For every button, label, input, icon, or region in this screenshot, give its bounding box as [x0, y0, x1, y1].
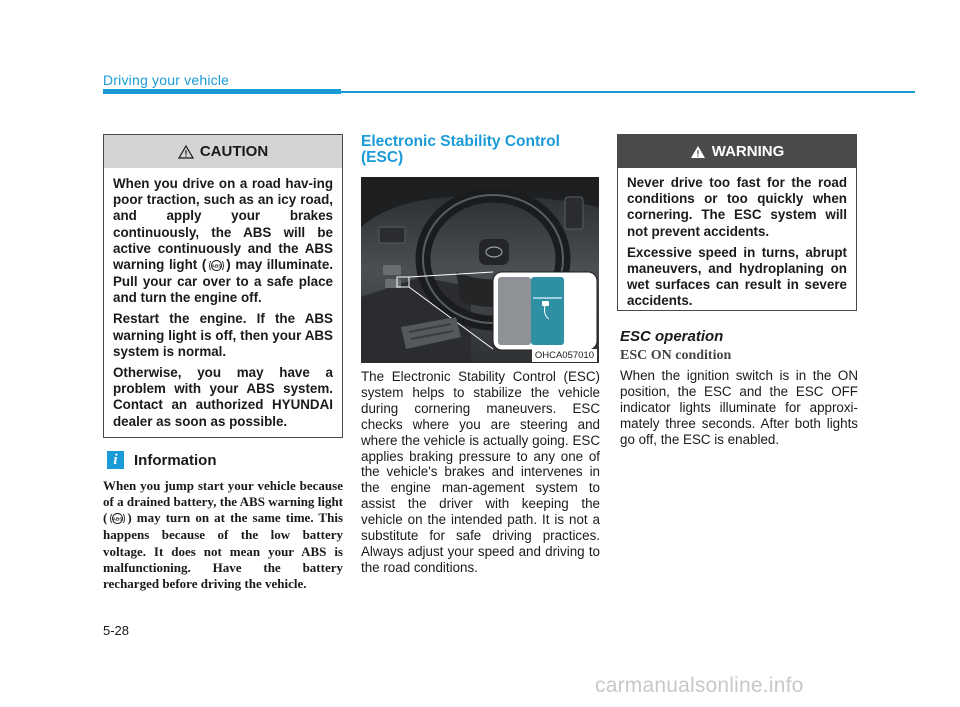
information-title	[107, 451, 217, 469]
header-rule-thin	[341, 91, 915, 93]
caution-triangle-icon	[178, 145, 194, 159]
warning-label: WARNING	[711, 143, 785, 160]
caution-paragraph-1	[113, 176, 333, 306]
caution-body	[104, 168, 342, 430]
watermark: carmanualsonline.info	[595, 674, 804, 697]
abs-warning-light-icon	[206, 257, 226, 274]
information-body	[103, 478, 343, 592]
svg-text:ABS: ABS	[112, 516, 123, 522]
caution-p1-before: When you drive on a road hav-ing poor traction, such as an icy road, and apply your brakes continuously, the ABS will be active continuously and the ABS warning light (	[113, 176, 333, 273]
caution-header	[104, 135, 342, 168]
esc-description: The Electronic Stability Control (ESC) system helps to stabilize the vehicle during cornering maneuvers. ESC checks where you are steering and where the vehicle is actually going. ESC applies braking pressure to any one of the vehicle's brakes and intervenes in the engine man-agement system to assist the driver with keeping the vehicle on the intended path. It is not a substitute for safe driving practices. Always adjust your speed and driving to the road conditions.	[361, 369, 600, 575]
info-icon: i	[107, 451, 124, 469]
warning-box	[617, 134, 857, 311]
warning-body	[618, 168, 856, 310]
caution-paragraph-3: Otherwise, you may have a problem with your ABS system. Contact an authorized HYUNDAI dealer as soon as possible.	[113, 365, 333, 429]
esc-operation-title: ESC operation	[620, 328, 724, 345]
warning-triangle-icon	[690, 145, 706, 159]
page-number: 5-28	[103, 623, 130, 638]
header-rule-thick	[103, 89, 341, 94]
information-after: ) may turn on at the same time. This happens because of the low battery voltage. It does not mean your ABS is malfunctioning. Have the battery recharged before driving the vehicle.	[103, 510, 343, 592]
section-header: Driving your vehicle	[103, 72, 230, 88]
caution-paragraph-2: Restart the engine. If the ABS warning light is off, then your ABS system is normal.	[113, 311, 333, 359]
information-label: Information	[134, 451, 217, 469]
photo-reference-code: OHCA057010	[532, 349, 597, 362]
esc-section-title: Electronic Stability Control (ESC)	[361, 133, 560, 166]
caution-label: CAUTION	[199, 143, 269, 160]
abs-warning-light-icon	[107, 510, 127, 527]
svg-text:ABS: ABS	[211, 263, 222, 269]
information-before: When you jump start your vehicle because of a drained battery, the ABS warning light (	[103, 478, 343, 526]
esc-dashboard-photo	[361, 177, 599, 363]
esc-on-condition-body: When the ignition switch is in the ON position, the ESC and the ESC OFF indicator lights illuminate for approxi-mately three seconds. After both lights go off, the ESC is enabled.	[620, 368, 858, 447]
warning-header	[618, 135, 856, 168]
esc-on-condition-title: ESC ON condition	[620, 348, 732, 363]
warning-paragraph-2: Excessive speed in turns, abrupt maneuvers, and hydroplaning on wet surfaces can result in severe accidents.	[627, 244, 847, 309]
caution-box	[103, 134, 343, 438]
caution-p1-after: ) may illuminate. Pull your car over to a safe place and turn the engine off.	[113, 257, 333, 306]
warning-paragraph-1: Never drive too fast for the road conditions or too quickly when cornering. The ESC system will not prevent accidents.	[627, 175, 847, 239]
dashboard-illustration	[361, 177, 599, 363]
